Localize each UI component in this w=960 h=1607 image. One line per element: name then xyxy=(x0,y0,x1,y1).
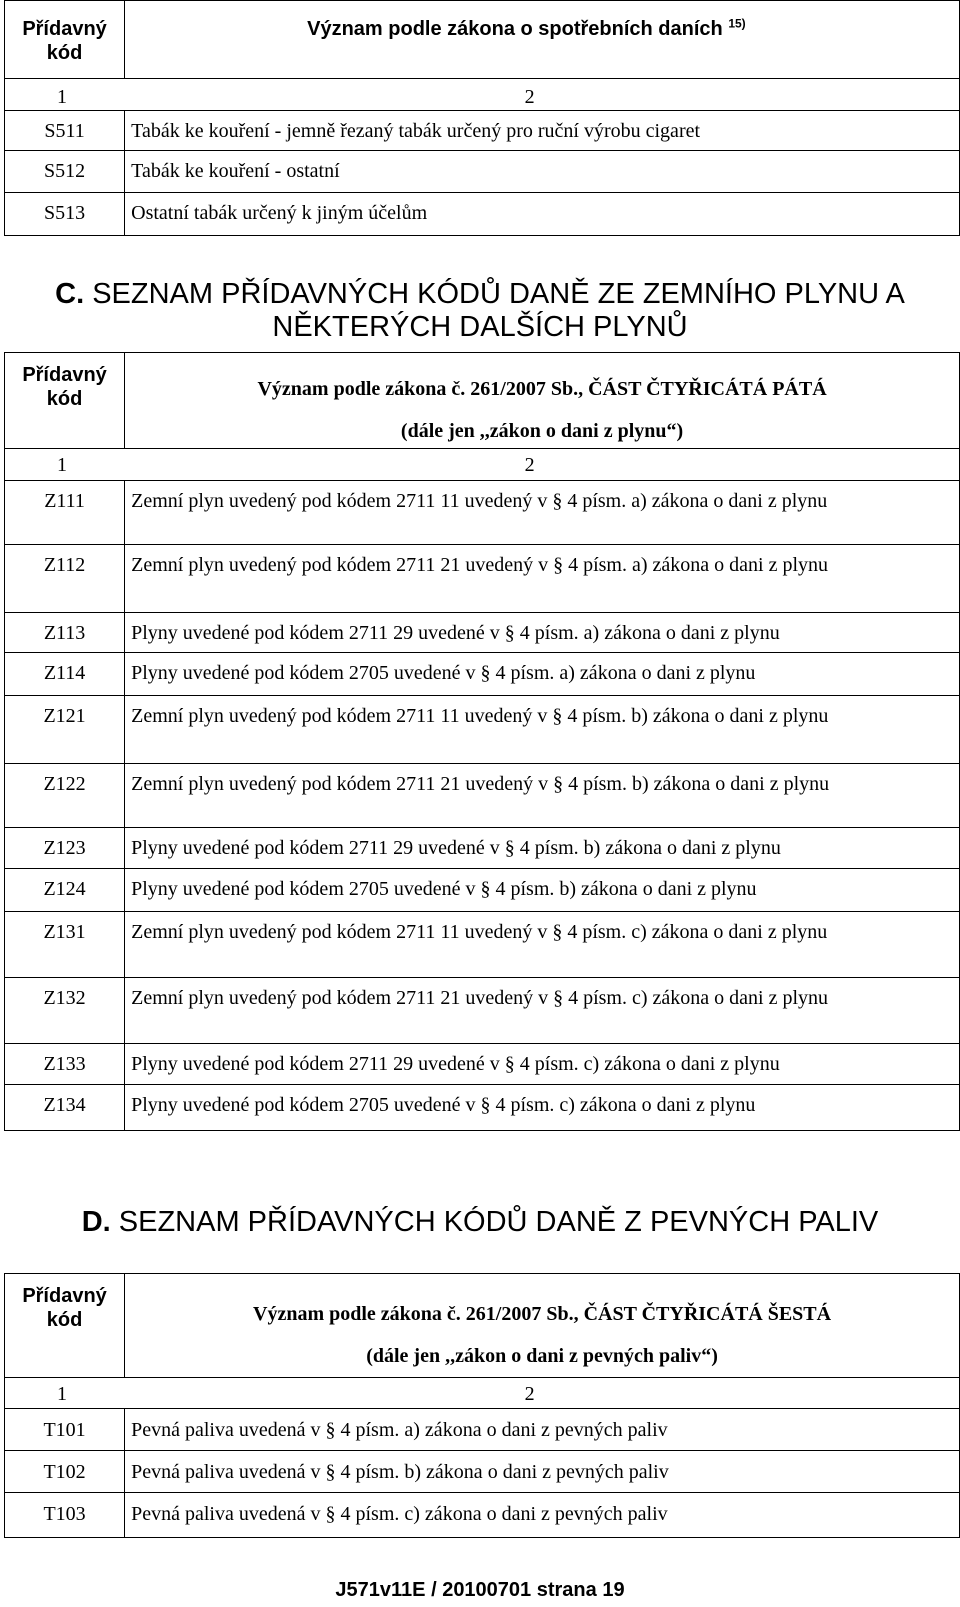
law-short-name: (dále jen ,,zákon o dani z pevných paliv“) xyxy=(366,1345,718,1367)
table-row xyxy=(5,111,960,151)
row-description: Tabák ke kouření - jemně řezaný tabák určený pro ruční výrobu cigaret xyxy=(125,111,960,151)
column-number-1: 1 xyxy=(5,1378,125,1409)
law-part: , ČÁST ČTYŘICÁTÁ ŠESTÁ xyxy=(573,1303,832,1325)
row-code: Z131 xyxy=(5,912,125,978)
table-row xyxy=(5,1409,960,1451)
table-row xyxy=(5,151,960,193)
row-description: Tabák ke kouření - ostatní xyxy=(125,151,960,193)
section-c-letter: C. xyxy=(55,278,85,310)
row-description: Pevná paliva uvedená v § 4 písm. a) zákona o dani z pevných paliv xyxy=(125,1409,960,1451)
row-description: Zemní plyn uvedený pod kódem 2711 21 uvedený v § 4 písm. c) zákona o dani z plynu xyxy=(125,978,960,1044)
row-code: Z113 xyxy=(5,613,125,653)
row-description: Pevná paliva uvedená v § 4 písm. c) zákona o dani z pevných paliv xyxy=(125,1493,960,1538)
row-description: Zemní plyn uvedený pod kódem 2711 11 uvedený v § 4 písm. a) zákona o dani z plynu xyxy=(125,481,960,545)
row-code: Z112 xyxy=(5,545,125,613)
section-d-letter: D. xyxy=(81,1206,111,1238)
table-row xyxy=(5,869,960,912)
row-description: Zemní plyn uvedený pod kódem 2711 21 uvedený v § 4 písm. b) zákona o dani z plynu xyxy=(125,764,960,828)
law-reference: Význam podle zákona č. 261/2007 Sb. xyxy=(257,378,579,400)
row-code: Z121 xyxy=(5,696,125,764)
row-description: Plyny uvedené pod kódem 2705 uvedené v § 4 písm. a) zákona o dani z plynu xyxy=(125,653,960,696)
row-code: Z133 xyxy=(5,1044,125,1085)
row-description: Ostatní tabák určený k jiným účelům xyxy=(125,193,960,236)
table-row xyxy=(5,193,960,236)
meaning-column-header: Význam podle zákona o spotřebních daních $^{15)}$ xyxy=(125,1,960,79)
row-description: Plyny uvedené pod kódem 2705 uvedené v § 4 písm. b) zákona o dani z plynu xyxy=(125,869,960,912)
row-code: T102 xyxy=(5,1451,125,1493)
row-code: S511 xyxy=(5,111,125,151)
code-column-header: Přídavný kód xyxy=(5,1,125,79)
row-code: Z114 xyxy=(5,653,125,696)
table-row xyxy=(5,545,960,613)
solid-fuels-codes-table xyxy=(4,1273,960,1538)
law-reference: Význam podle zákona č. 261/2007 Sb. xyxy=(253,1303,574,1325)
row-code: S513 xyxy=(5,193,125,236)
row-description: Plyny uvedené pod kódem 2705 uvedené v § 4 písm. c) zákona o dani z plynu xyxy=(125,1085,960,1131)
row-description: Zemní plyn uvedený pod kódem 2711 11 uvedený v § 4 písm. b) zákona o dani z plynu xyxy=(125,696,960,764)
row-description: Plyny uvedené pod kódem 2711 29 uvedené v § 4 písm. c) zákona o dani z plynu xyxy=(125,1044,960,1085)
column-number-1: 1 xyxy=(5,79,125,111)
row-description: Plyny uvedené pod kódem 2711 29 uvedené v § 4 písm. a) zákona o dani z plynu xyxy=(125,613,960,653)
section-c-title-line2: NĚKTERÝCH DALŠÍCH PLYNŮ xyxy=(272,311,688,343)
table-row xyxy=(5,653,960,696)
table-row xyxy=(5,1085,960,1131)
section-d-title: D. SEZNAM PŘÍDAVNÝCH KÓDŮ DANĚ Z PEVNÝCH PALIV xyxy=(81,1206,879,1238)
table-row xyxy=(5,764,960,828)
row-code: Z111 xyxy=(5,481,125,545)
column-number-1: 1 xyxy=(5,449,125,481)
table-row xyxy=(5,978,960,1044)
law-part: , ČÁST ČTYŘICÁTÁ PÁTÁ xyxy=(578,378,827,400)
row-description: Zemní plyn uvedený pod kódem 2711 11 uvedený v § 4 písm. c) zákona o dani z plynu xyxy=(125,912,960,978)
section-c-title: C. SEZNAM PŘÍDAVNÝCH KÓDŮ DANĚ ZE ZEMNÍHO PLYNU A xyxy=(55,278,905,310)
meaning-column-header xyxy=(125,1274,960,1378)
row-code: Z122 xyxy=(5,764,125,828)
footnote-ref: 15) xyxy=(728,16,746,31)
meaning-column-header xyxy=(125,353,960,449)
code-column-header: Přídavný kód xyxy=(5,1274,125,1378)
row-description: Plyny uvedené pod kódem 2711 29 uvedené v § 4 písm. b) zákona o dani z plynu xyxy=(125,828,960,869)
table-row xyxy=(5,912,960,978)
table-row xyxy=(5,1044,960,1085)
row-description: Zemní plyn uvedený pod kódem 2711 21 uvedený v § 4 písm. a) zákona o dani z plynu xyxy=(125,545,960,613)
row-code: Z123 xyxy=(5,828,125,869)
row-code: T101 xyxy=(5,1409,125,1451)
row-code: S512 xyxy=(5,151,125,193)
row-description: Pevná paliva uvedená v § 4 písm. b) zákona o dani z pevných paliv xyxy=(125,1451,960,1493)
table-row xyxy=(5,1451,960,1493)
table-row xyxy=(5,828,960,869)
row-code: Z132 xyxy=(5,978,125,1044)
code-column-header: Přídavný kód xyxy=(5,353,125,449)
gas-codes-table xyxy=(4,352,960,1131)
table-row xyxy=(5,481,960,545)
table-row xyxy=(5,613,960,653)
tobacco-codes-table xyxy=(4,0,960,236)
column-number-2: 2 xyxy=(125,1378,960,1409)
table-row xyxy=(5,1493,960,1538)
column-number-2: 2 xyxy=(125,79,960,111)
page-footer: J571v11E / 20100701 strana 19 xyxy=(335,1579,625,1601)
table-row xyxy=(5,696,960,764)
row-code: Z134 xyxy=(5,1085,125,1131)
row-code: T103 xyxy=(5,1493,125,1538)
column-number-2: 2 xyxy=(125,449,960,481)
row-code: Z124 xyxy=(5,869,125,912)
law-short-name: (dále jen ,,zákon o dani z plynu“) xyxy=(400,420,684,442)
